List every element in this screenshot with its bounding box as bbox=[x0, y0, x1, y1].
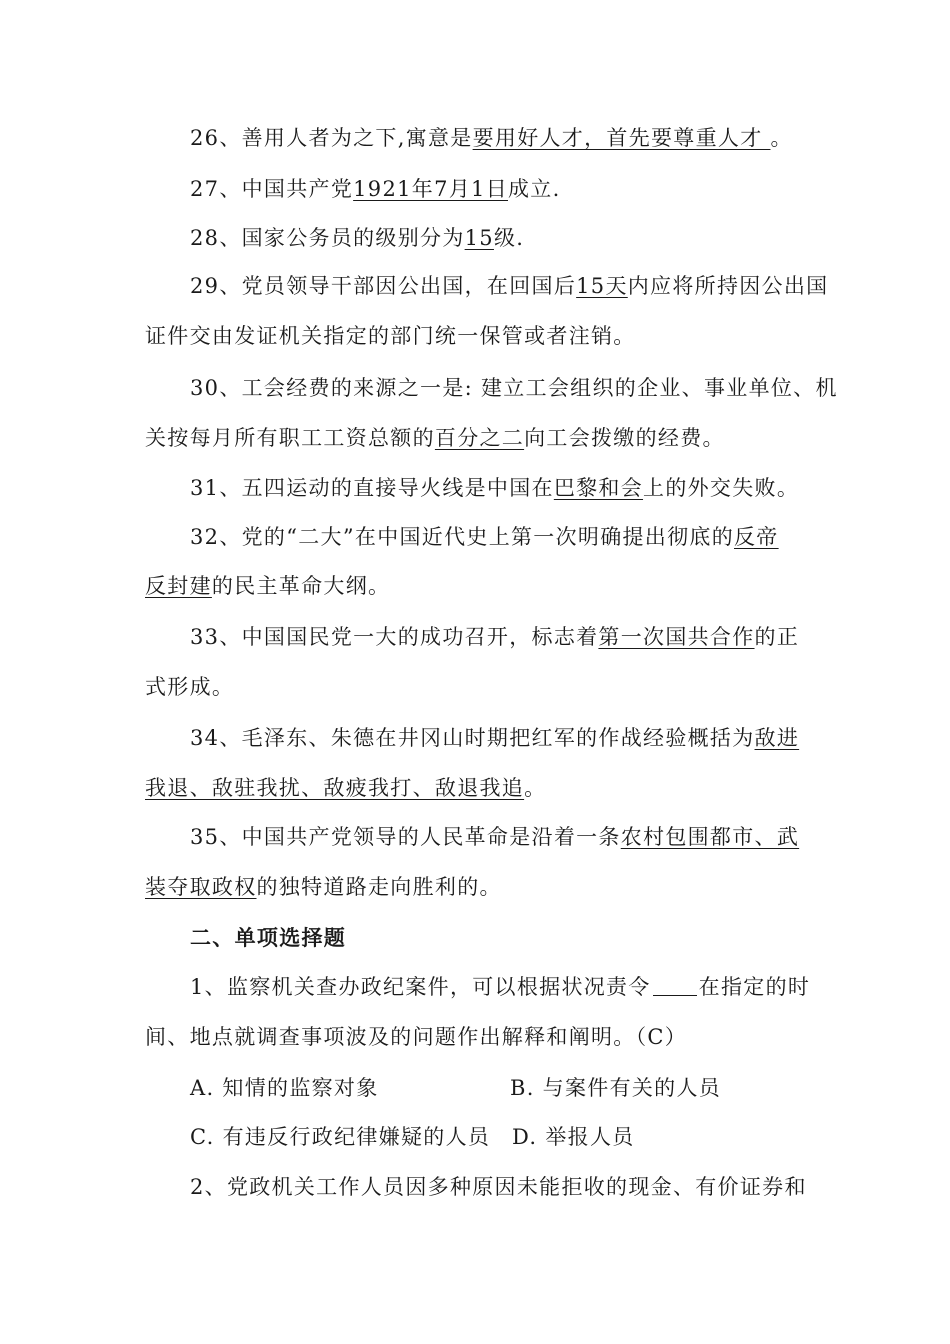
q30-text: 关按每月所有职工工资总额的 bbox=[145, 426, 435, 450]
q29-answer: 15天 bbox=[576, 274, 628, 298]
q28-answer: 15 bbox=[464, 226, 494, 250]
q26-answer: 要用好人才，首先要尊重人才 bbox=[472, 126, 771, 150]
q32-answer-part1: 反帝 bbox=[734, 525, 779, 549]
q29-text: 29、党员领导干部因公出国，在回国后 bbox=[190, 274, 577, 298]
s1-option-b: B. 与案件有关的人员 bbox=[510, 1076, 722, 1100]
q35-answer-part1: 农村包围都市、武 bbox=[620, 825, 800, 849]
q30-answer: 百分之二 bbox=[434, 426, 525, 450]
q29 bbox=[190, 272, 828, 300]
q34-text: 34、毛泽东、朱德在井冈山时期把红军的作战经验概括为 bbox=[190, 726, 755, 750]
q28-tail: 级. bbox=[493, 226, 525, 250]
q33 bbox=[190, 623, 799, 651]
q33-text: 33、中国国民党一大的成功召开，标志着 bbox=[190, 625, 599, 649]
s1-continuation: 间、地点就调查事项波及的问题作出解释和阐明。（C） bbox=[145, 1025, 688, 1049]
s1-option-d: D. 举报人员 bbox=[512, 1125, 635, 1149]
q34-answer-part2: 我退、敌驻我扰、敌疲我打、敌退我追 bbox=[145, 776, 525, 800]
q29-continuation: 证件交由发证机关指定的部门统一保管或者注销。 bbox=[145, 324, 636, 348]
q30: 30、工会经费的来源之一是: 建立工会组织的企业、事业单位、机 bbox=[190, 376, 838, 400]
q32-continuation bbox=[145, 572, 390, 600]
s1-tail: 在指定的时 bbox=[698, 975, 811, 999]
s1-text: 1、监察机关查办政纪案件，可以根据状况责令 bbox=[190, 975, 651, 999]
q35-text: 35、中国共产党领导的人民革命是沿着一条 bbox=[190, 825, 621, 849]
q34-answer-part1: 敌进 bbox=[754, 726, 800, 750]
q31-tail: 上的外交失败。 bbox=[643, 476, 800, 500]
section-heading: 二、单项选择题 bbox=[190, 926, 347, 950]
s1-option-a: A. 知情的监察对象 bbox=[190, 1076, 379, 1100]
q26 bbox=[190, 124, 793, 152]
q33-continuation: 式形成。 bbox=[145, 675, 235, 699]
q33-answer: 第一次国共合作 bbox=[598, 625, 755, 649]
s1-blank bbox=[653, 975, 697, 996]
q35-tail: 的独特道路走向胜利的。 bbox=[256, 875, 502, 899]
q26-tail: 。 bbox=[770, 126, 793, 150]
q28 bbox=[190, 224, 524, 252]
q27-tail: 成立. bbox=[508, 177, 561, 201]
s2: 2、党政机关工作人员因多种原因未能拒收的现金、有价证券和 bbox=[190, 1175, 807, 1199]
q35 bbox=[190, 823, 799, 851]
q34-tail: 。 bbox=[524, 776, 547, 800]
s1 bbox=[190, 973, 810, 1001]
q32 bbox=[190, 523, 779, 551]
s1-option-c: C. 有违反行政纪律嫌疑的人员 bbox=[190, 1125, 491, 1149]
q32-text: 32、党的“二大”在中国近代史上第一次明确提出彻底的 bbox=[190, 525, 734, 549]
q29-tail: 内应将所持因公出国 bbox=[627, 274, 829, 298]
q27-answer: 1921年7月1日 bbox=[353, 177, 508, 201]
q31-text: 31、五四运动的直接导火线是中国在 bbox=[190, 476, 554, 500]
q34-continuation bbox=[145, 774, 546, 802]
q33-tail: 的正 bbox=[754, 625, 800, 649]
q31 bbox=[190, 474, 799, 502]
q26-text: 26、善用人者为之下,寓意是 bbox=[190, 126, 473, 150]
q30-continuation bbox=[145, 424, 725, 452]
q35-answer-part2: 装夺取政权 bbox=[145, 875, 257, 899]
q34 bbox=[190, 724, 799, 752]
q28-text: 28、国家公务员的级别分为 bbox=[190, 226, 465, 250]
q35-continuation bbox=[145, 873, 502, 901]
q32-answer-part2: 反封建 bbox=[145, 574, 212, 598]
q27 bbox=[190, 175, 561, 203]
q30-tail: 向工会拨缴的经费。 bbox=[524, 426, 725, 450]
q31-answer: 巴黎和会 bbox=[553, 476, 644, 500]
q32-tail: 的民主革命大纲。 bbox=[211, 574, 391, 598]
q27-text: 27、中国共产党 bbox=[190, 177, 354, 201]
